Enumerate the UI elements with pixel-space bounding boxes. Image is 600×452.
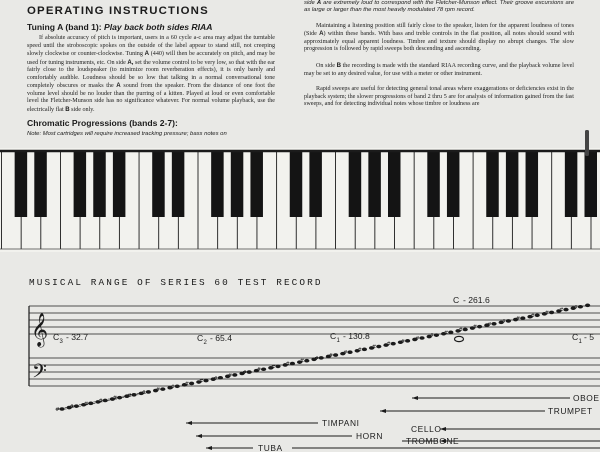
notehead — [189, 382, 194, 386]
horn-range-arrow-head — [196, 434, 202, 438]
black-key — [211, 151, 224, 217]
sharp-sign: # — [213, 375, 219, 382]
black-key — [368, 151, 381, 217]
sharp-sign: # — [127, 392, 132, 399]
note-label-middle-c — [453, 295, 490, 305]
sharp-sign: # — [328, 353, 334, 360]
sharp-sign: # — [458, 327, 463, 334]
sharp-sign: # — [170, 384, 175, 391]
black-key — [486, 151, 499, 217]
sharp-sign: # — [415, 336, 420, 342]
notehead — [434, 333, 439, 337]
svg-text:1: 1 — [336, 338, 340, 344]
tuning-subheading-italic: Play back both sides RIAA — [104, 22, 213, 32]
svg-text:- 261.6: - 261.6 — [463, 295, 490, 305]
sharp-sign: # — [98, 398, 103, 405]
notehead — [304, 359, 309, 363]
black-key — [250, 151, 263, 217]
svg-text:C: C — [330, 331, 337, 341]
sharp-sign: # — [141, 389, 147, 396]
svg-text:2: 2 — [203, 340, 207, 346]
notehead — [491, 322, 496, 326]
black-key — [113, 151, 126, 217]
black-key — [506, 151, 519, 217]
notehead — [88, 402, 93, 406]
sharp-sign: # — [314, 355, 319, 362]
rapid-sweeps-paragraph: Rapid sweeps are useful for detecting general tonal areas where exaggerations or deficiencies exist in the playback system; the slower progressions of band 2 thru 5 are for analysis of information gained from the fast sweeps, and for detecting individual notes whose timbre or loudness are — [304, 86, 574, 108]
sharp-sign: # — [69, 404, 75, 411]
timpani-range-arrow-head — [186, 421, 192, 425]
svg-text:- 130.8: - 130.8 — [343, 331, 370, 341]
sharp-sign: # — [501, 318, 507, 325]
tuning-paragraph: If absolute accuracy of pitch is important, users in a 60 cycle a-c area may adjust the turntable speed until the stroboscopic spokes on the outside of the label appear to stand still, not creeping slowly clockwise or counter-clockwise. Tuning A (440) will then be accurately on pitch, and may be used for tuning instruments, etc. On side A, set the volume control to be very low, so that with the ear fairly close to the loudspeaker (to minimize room reverberation effects), it is only barely and comfortably audible. Loudness should be so low that talking in a normal conversational tone completely obscures or masks the A sound from the speaker. From the distance of one foot the volume level should be no louder than the purring of a kitten. Played at loud or even comfortable level the Fletcher-Munson side has no significance whatever. For normal volume playback, use the electrically flat B side only. — [27, 35, 275, 113]
black-key — [74, 151, 87, 217]
tuba-range-arrow-head — [206, 446, 212, 450]
tuning-subheading-prefix: Tuning A (band 1): — [27, 22, 102, 32]
instrument-range-arrows — [186, 396, 600, 450]
notehead — [59, 407, 64, 411]
black-key — [290, 151, 303, 217]
notehead — [549, 311, 554, 315]
black-key — [309, 151, 322, 217]
svg-text:C: C — [53, 332, 60, 342]
instrument-label-tuba: TUBA — [258, 443, 283, 452]
sharp-sign: # — [429, 333, 435, 340]
instrument-label-cello: CELLO — [411, 424, 442, 434]
svg-text:3: 3 — [59, 339, 63, 345]
notehead — [419, 336, 424, 340]
notehead — [506, 319, 511, 323]
sharp-sign: # — [184, 381, 190, 388]
black-key — [231, 151, 244, 217]
notehead — [319, 356, 324, 360]
instrument-label-trombone: TROMBONE — [406, 436, 460, 446]
black-key — [427, 151, 440, 217]
tracking-pressure-note: Note: Most cartridges will require increased tracking pressure; bass notes on — [27, 131, 227, 138]
black-key — [526, 151, 539, 217]
note-label-c3 — [53, 332, 88, 345]
black-key — [15, 151, 28, 217]
middle-c-whole-note — [455, 336, 464, 341]
notehead — [578, 305, 583, 309]
notehead — [463, 328, 468, 332]
black-key — [93, 151, 106, 217]
sharp-sign: # — [573, 304, 579, 311]
svg-text:- 5: - 5 — [584, 332, 595, 342]
svg-text:C: C — [453, 295, 460, 305]
operating-instructions-heading: OPERATING INSTRUCTIONS — [27, 5, 209, 17]
notehead — [535, 313, 540, 317]
sharp-sign: # — [343, 350, 348, 357]
svg-text:C: C — [197, 333, 204, 343]
notehead — [563, 308, 568, 312]
notehead — [477, 325, 482, 329]
svg-text:- 65.4: - 65.4 — [210, 333, 232, 343]
note-label-c1 — [330, 331, 370, 344]
notehead — [160, 387, 165, 391]
sharp-sign: # — [199, 378, 204, 385]
notehead — [347, 350, 352, 354]
sharp-sign: # — [472, 324, 478, 331]
page-binding-clip — [585, 130, 589, 156]
notehead — [203, 379, 208, 383]
sharp-sign: # — [530, 313, 535, 320]
sharp-sign: # — [487, 321, 492, 328]
sharp-sign: # — [299, 358, 305, 365]
sharp-sign: # — [112, 395, 118, 402]
listening-paragraph: Maintaining a listening position still fairly close to the speaker, listen for the apparent loudness of tones (Side A) within these bands. With bass and treble controls in the flat position, all notes should sound with approximately equal apparent loudness. Timbre and texture should display no abrupt changes. The slow progression is followed by rapid sweeps both descending and ascending. — [304, 22, 574, 53]
notehead — [520, 316, 525, 320]
black-key — [172, 151, 185, 217]
sharp-sign: # — [55, 407, 60, 413]
svg-text:C: C — [572, 332, 579, 342]
notehead — [261, 367, 266, 371]
sharp-sign: # — [400, 338, 406, 345]
sharp-sign: # — [371, 344, 377, 351]
notehead — [146, 390, 151, 394]
black-key — [152, 151, 165, 217]
instrument-label-timpani: TIMPANI — [322, 418, 360, 428]
notehead — [247, 370, 252, 374]
notehead — [117, 396, 122, 400]
svg-text:1: 1 — [578, 339, 582, 345]
notehead — [405, 339, 410, 343]
notehead — [175, 384, 180, 388]
notehead — [376, 345, 381, 349]
sharp-sign: # — [242, 370, 247, 377]
sharp-sign: # — [155, 387, 161, 394]
black-key — [565, 151, 578, 217]
notehead — [333, 353, 338, 357]
trumpet-range-arrow-head — [380, 409, 386, 413]
chromatic-progressions-subheading: Chromatic Progressions (bands 2-7): — [27, 118, 178, 129]
notehead — [585, 304, 590, 308]
oboe-range-arrow-head — [412, 396, 418, 400]
notehead — [103, 399, 108, 403]
notehead — [232, 373, 237, 377]
musical-range-title: MUSICAL RANGE OF SERIES 60 TEST RECORD — [29, 277, 323, 288]
notehead — [448, 331, 453, 335]
notehead — [131, 393, 136, 397]
notehead — [275, 365, 280, 369]
bass-clef-icon: 𝄢 — [32, 361, 47, 387]
sharp-sign: # — [443, 330, 449, 337]
note-label-c2 — [197, 333, 232, 346]
sharp-sign: # — [515, 316, 521, 323]
notehead — [362, 348, 367, 352]
black-key — [388, 151, 401, 217]
sharp-sign: # — [285, 361, 291, 368]
instrument-label-horn: HORN — [356, 431, 384, 441]
instrument-label-trumpet: TRUMPET — [548, 406, 593, 416]
sharp-sign: # — [357, 347, 363, 354]
continued-note: side A are extremely loud to correspond with the Fletcher-Munson effect. Their groove excursions are as large or larger than the most heavily modulated 78 rpm record. — [304, 0, 574, 14]
notehead — [74, 404, 79, 408]
side-b-paragraph: On side B the recording is made with the standard RIAA recording curve, and the playback volume level may be set to any desired value, for use with a meter or other instrument. — [304, 62, 574, 77]
sharp-sign: # — [559, 307, 564, 314]
instrument-label-oboe: OBOE — [573, 393, 600, 403]
black-key — [585, 151, 598, 217]
sharp-sign: # — [544, 310, 550, 317]
sharp-sign: # — [271, 364, 276, 371]
notehead — [218, 376, 223, 380]
note-label-c1-upper — [572, 332, 594, 345]
notehead — [391, 342, 396, 346]
sharp-sign: # — [256, 367, 262, 374]
sharp-sign: # — [227, 372, 233, 379]
treble-clef-icon: 𝄞 — [31, 312, 49, 346]
notehead — [290, 362, 295, 366]
black-key — [447, 151, 460, 217]
black-key — [349, 151, 362, 217]
svg-text:- 32.7: - 32.7 — [66, 332, 88, 342]
sharp-sign: # — [386, 341, 391, 348]
black-key — [34, 151, 47, 217]
sharp-sign: # — [83, 401, 89, 408]
